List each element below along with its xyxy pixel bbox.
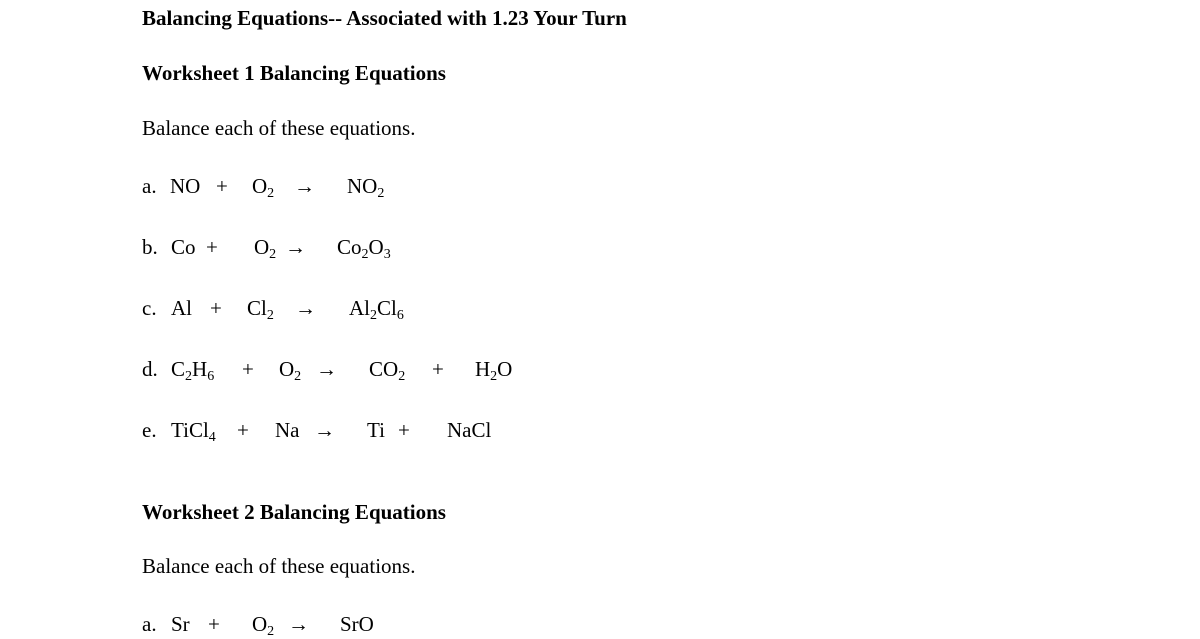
equation-term: Al <box>171 296 192 320</box>
plus-sign: + <box>398 418 410 442</box>
equation-term: Na <box>275 418 300 442</box>
equation-term: TiCl$_4$ <box>171 418 216 445</box>
equation-term: Co <box>171 235 196 259</box>
equation-term: $C_2H_6$ <box>171 357 215 384</box>
equation-label: e. <box>142 418 157 442</box>
equation-term: $CO_2$ <box>369 357 406 384</box>
document-title: Balancing Equations-- Associated with 1.23 Your Turn <box>142 6 627 30</box>
equation-label: b. <box>142 235 158 259</box>
reaction-arrow: → <box>285 235 306 259</box>
worksheet2-heading: Worksheet 2 Balancing Equations <box>142 500 446 524</box>
equation-term: SrO <box>340 612 374 636</box>
reaction-arrow: → <box>294 174 315 198</box>
equation-term: $H_2O$ <box>475 357 513 384</box>
plus-sign: + <box>206 235 218 259</box>
equation-term: Ti <box>367 418 385 442</box>
equation-term: $O_2$ <box>279 357 302 384</box>
plus-sign: + <box>432 357 444 381</box>
worksheet2-instruction: Balance each of these equations. <box>142 554 416 578</box>
equation-term: $Co_2O_3$ <box>337 235 391 262</box>
plus-sign: + <box>210 296 222 320</box>
equation-term: $Cl_2$ <box>247 296 274 323</box>
plus-sign: + <box>237 418 249 442</box>
equation-term: $O_2$ <box>254 235 277 262</box>
equation-term: $O_2$ <box>252 612 275 639</box>
equation-label: a. <box>142 612 157 636</box>
reaction-arrow: → <box>295 296 316 320</box>
equation-label: d. <box>142 357 158 381</box>
worksheet1-instruction: Balance each of these equations. <box>142 116 416 140</box>
reaction-arrow: → <box>314 418 335 442</box>
equation-term: $Al_2Cl_6$ <box>349 296 404 323</box>
reaction-arrow: → <box>288 612 309 636</box>
plus-sign: + <box>216 174 228 198</box>
reaction-arrow: → <box>316 357 337 381</box>
equation-label: a. <box>142 174 157 198</box>
equation-term: NO <box>170 174 201 198</box>
plus-sign: + <box>208 612 220 636</box>
plus-sign: + <box>242 357 254 381</box>
equation-term: $NO_2$ <box>347 174 385 201</box>
worksheet1-heading: Worksheet 1 Balancing Equations <box>142 61 446 85</box>
equation-term: NaCl <box>447 418 492 442</box>
equation-term: $O_2$ <box>252 174 275 201</box>
equation-term: Sr <box>171 612 190 636</box>
equation-label: c. <box>142 296 157 320</box>
